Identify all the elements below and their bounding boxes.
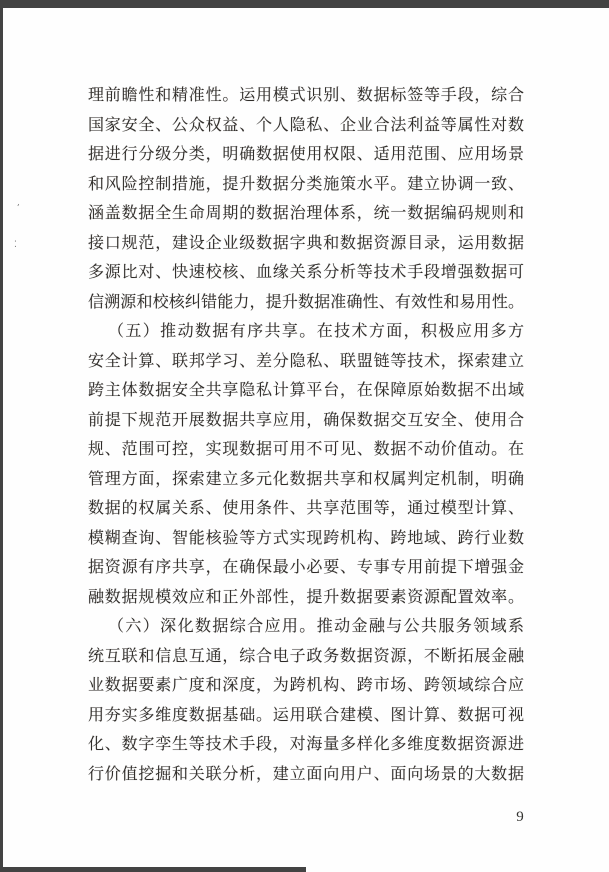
text-line: 行价值挖掘和关联分析，建立面向用户、面向场景的大数据 — [88, 765, 524, 783]
text-line: 融数据规模效应和正外部性，提升数据要素资源配置效率。 — [88, 588, 524, 606]
text-line: 国家安全、公众权益、个人隐私、企业合法利益等属性对数 — [88, 116, 524, 134]
text-line: 跨主体数据安全共享隐私计算平台，在保障原始数据不出域 — [88, 382, 524, 399]
text-line: 接口规范，建设企业级数据字典和数据资源目录，运用数据 — [88, 234, 524, 252]
scan-artifact: ⁚ — [14, 240, 17, 250]
text-line: 化、数字孪生等技术手段，对海量多样化多维度数据资源进 — [88, 736, 524, 753]
text-line: 安全计算、联邦学习、差分隐私、联盟链等技术，探索建立 — [88, 352, 524, 370]
text-line: 规、范围可控，实现数据可用不可见、数据不动价值动。在 — [88, 441, 524, 458]
page-number: 9 — [516, 809, 524, 825]
text-line: 据资源有序共享，在确保最小必要、专事专用前提下增强金 — [88, 559, 524, 576]
text-line: 理前瞻性和精准性。运用模式识别、数据标签等手段，综合 — [88, 87, 524, 104]
text-line: 业数据要素广度和深度，为跨机构、跨市场、跨领域综合应 — [88, 677, 524, 694]
text-line: 用夯实多维度数据基础。运用联合建模、图计算、数据可视 — [88, 706, 524, 724]
body-text — [88, 81, 524, 789]
text-line: 多源比对、快速校核、血缘关系分析等技术手段增强数据可 — [88, 264, 524, 281]
text-line-paragraph-start: （六）深化数据综合应用。推动金融与公共服务领域系 — [108, 618, 524, 635]
scan-edge-left — [0, 0, 3, 872]
text-line: 涵盖数据全生命周期的数据治理体系，统一数据编码规则和 — [88, 205, 524, 222]
scan-artifact: ʹ — [14, 203, 20, 215]
text-line-paragraph-start: （五）推动数据有序共享。在技术方面，积极应用多方 — [108, 323, 524, 340]
text-line: 管理方面，探索建立多元化数据共享和权属判定机制，明确 — [88, 470, 524, 488]
text-line: 和风险控制措施，提升数据分类施策水平。建立协调一致、 — [88, 175, 524, 193]
scan-edge-top — [0, 0, 609, 8]
text-line: 据进行分级分类，明确数据使用权限、适用范围、应用场景 — [88, 146, 524, 163]
text-line: 模糊查询、智能核验等方式实现跨机构、跨地域、跨行业数 — [88, 529, 524, 547]
scan-edge-bottom — [0, 867, 306, 872]
text-line: 统互联和信息互通，综合电子政务数据资源，不断拓展金融 — [88, 647, 524, 665]
text-line: 前提下规范开展数据共享应用，确保数据交互安全、使用合 — [88, 411, 524, 429]
text-line: 数据的权属关系、使用条件、共享范围等，通过模型计算、 — [88, 500, 524, 517]
text-line: 信溯源和校核纠错能力，提升数据准确性、有效性和易用性。 — [88, 293, 524, 311]
